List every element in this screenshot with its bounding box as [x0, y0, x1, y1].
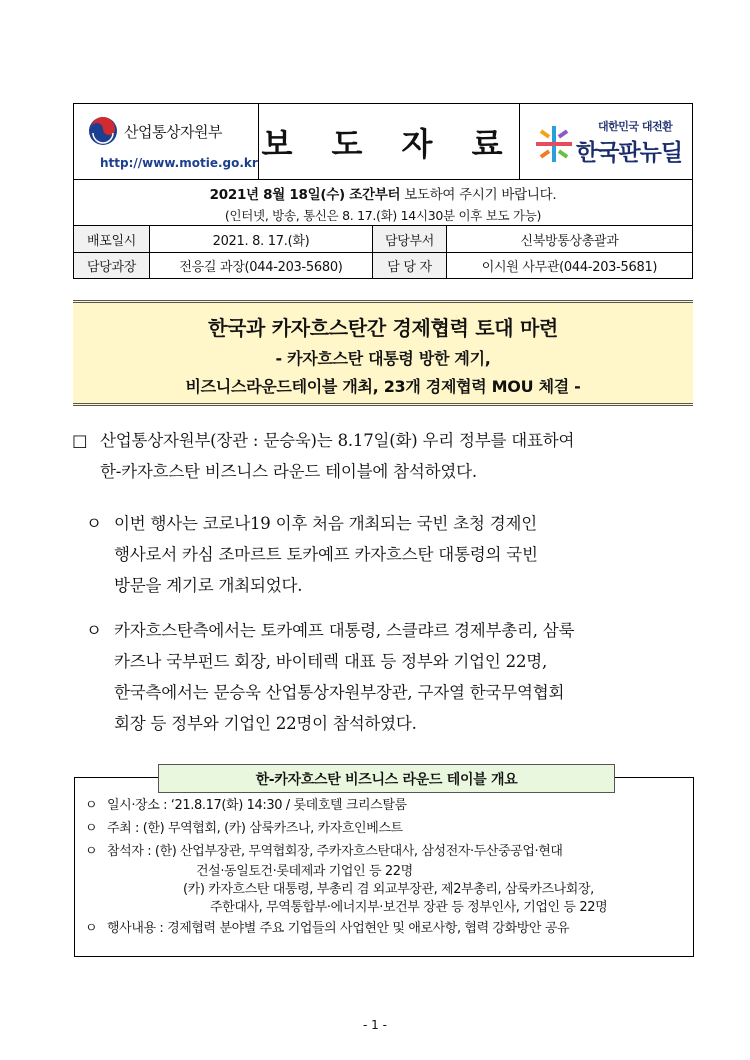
overview-list: [85, 794, 685, 940]
release-label: 배포일시: [74, 226, 150, 252]
embargo-date: 2021년 8월 18일(수) 조간부터: [209, 187, 401, 203]
ministry-taegeuk-icon: [88, 116, 118, 146]
bullet1-line-2: 행사로서 카심 조마르트 토카예프 카자흐스탄 대통령의 국빈: [114, 545, 538, 564]
embargo-notice: [74, 180, 692, 226]
new-deal-brand: [520, 104, 692, 179]
bullet-paragraph-1: [86, 508, 694, 601]
overview-item-attendees: 참석자 : (한) 산업부장관, 무역협회장, 주카자흐스탄대사, 삼성전자·두산중공업·현대: [107, 844, 563, 859]
list-item: [85, 817, 685, 840]
headline-subtitle-2: 비즈니스라운드테이블 개최, 23개 경제협력 MOU 체결 -: [185, 377, 581, 396]
info-row-contact: [74, 252, 692, 278]
embargo-text: 보도하여 주시기 바랍니다.: [400, 187, 557, 203]
list-item: [85, 917, 685, 940]
headline-box: [73, 300, 693, 406]
bullet2-line-1: 카자흐스탄측에서는 토카예프 대통령, 스클랴르 경제부총리, 삼룩: [114, 621, 575, 640]
overview-item-content: 행사내용 : 경제협력 분야별 주요 기업들의 사업현안 및 애로사항, 협력 강화방안 공유: [107, 921, 570, 936]
list-item: [85, 840, 685, 863]
bullet1-line-1: 이번 행사는 코로나19 이후 처음 개최되는 국빈 초청 경제인: [114, 514, 537, 533]
overview-title: 한-카자흐스탄 비즈니스 라운드 테이블 개요: [158, 764, 615, 793]
bullet1-line-3: 방문을 계기로 개최되었다.: [114, 576, 303, 595]
document-title: 보 도 자 료: [261, 124, 517, 163]
dept-value: 신북방통상총괄과: [520, 233, 619, 249]
bullet-marker: ㅇ: [86, 621, 102, 640]
dept-label: 담당부서: [373, 226, 447, 252]
release-value: 2021. 8. 17.(화): [150, 226, 373, 252]
list-item: [85, 794, 685, 817]
lead-marker: □: [72, 431, 88, 450]
lead-line-1: 산업통상자원부(장관 : 문승욱)는 8.17일(화) 우리 정부를 대표하여: [100, 431, 575, 450]
staff-label: 담 당 자: [373, 253, 447, 278]
overview-marker: ㅇ: [85, 798, 98, 813]
new-deal-logo-icon: [534, 124, 574, 164]
title-block: [259, 104, 520, 179]
ministry-name: 산업통상자원부: [124, 123, 222, 141]
info-row-release: [74, 226, 692, 252]
press-header-table: [73, 103, 693, 279]
manager-label: 담당과장: [74, 253, 150, 278]
ministry-block: [74, 104, 259, 179]
embargo-note: (인터넷, 방송, 통신은 8. 17.(화) 14시30분 이후 보도 가능): [224, 208, 542, 223]
overview-attendees-line-3: (카) 카자흐스탄 대통령, 부총리 겸 외교부장관, 제2부총리, 삼룩카즈나회장,: [183, 882, 594, 897]
overview-item-host: 주최 : (한) 무역협회, (카) 삼룩카즈나, 카자흐인베스트: [107, 821, 403, 836]
bullet2-line-4: 회장 등 정부와 기업인 22명이 참석하였다.: [114, 714, 417, 733]
staff-value: 이시원 사무관(044-203-5681): [481, 260, 658, 275]
page-number: - 1 -: [363, 1018, 387, 1032]
brand-subtitle: 대한민국 대전환: [598, 120, 673, 133]
bullet2-line-3: 한국측에서는 문승욱 산업통상자원부장관, 구자열 한국무역협회: [114, 683, 565, 702]
manager-value: 전응길 과장(044-203-5680): [150, 253, 373, 278]
overview-marker: ㅇ: [85, 821, 98, 836]
overview-item-datetime: 일시·장소 : ‘21.8.17(화) 14:30 / 롯데호텔 크리스탈룸: [107, 798, 407, 813]
bullet2-line-2: 카즈나 국부펀드 회장, 바이테렉 대표 등 정부와 기업인 22명,: [114, 652, 548, 671]
header-top-row: [74, 104, 692, 180]
event-overview-box: [74, 771, 694, 957]
bullet-paragraph-2: [86, 615, 694, 739]
lead-paragraph: [72, 425, 692, 487]
bullet-marker: ㅇ: [86, 514, 102, 533]
overview-marker: ㅇ: [85, 844, 98, 859]
brand-title: 한국판뉴딜: [576, 140, 683, 166]
overview-attendees-line-2: 건설·동일토건·롯데제과 기업인 등 22명: [196, 864, 413, 879]
overview-attendees-line-4: 주한대사, 무역통합부·에너지부·보건부 장관 등 정부인사, 기업인 등 22명: [210, 900, 608, 915]
headline-title: 한국과 카자흐스탄간 경제협력 토대 마련: [208, 316, 558, 340]
lead-line-2: 한-카자흐스탄 비즈니스 라운드 테이블에 참석하였다.: [100, 462, 477, 481]
overview-marker: ㅇ: [85, 921, 98, 936]
ministry-url-link[interactable]: http://www.motie.go.kr: [100, 156, 258, 170]
headline-subtitle-1: - 카자흐스탄 대통령 방한 계기,: [275, 349, 491, 368]
